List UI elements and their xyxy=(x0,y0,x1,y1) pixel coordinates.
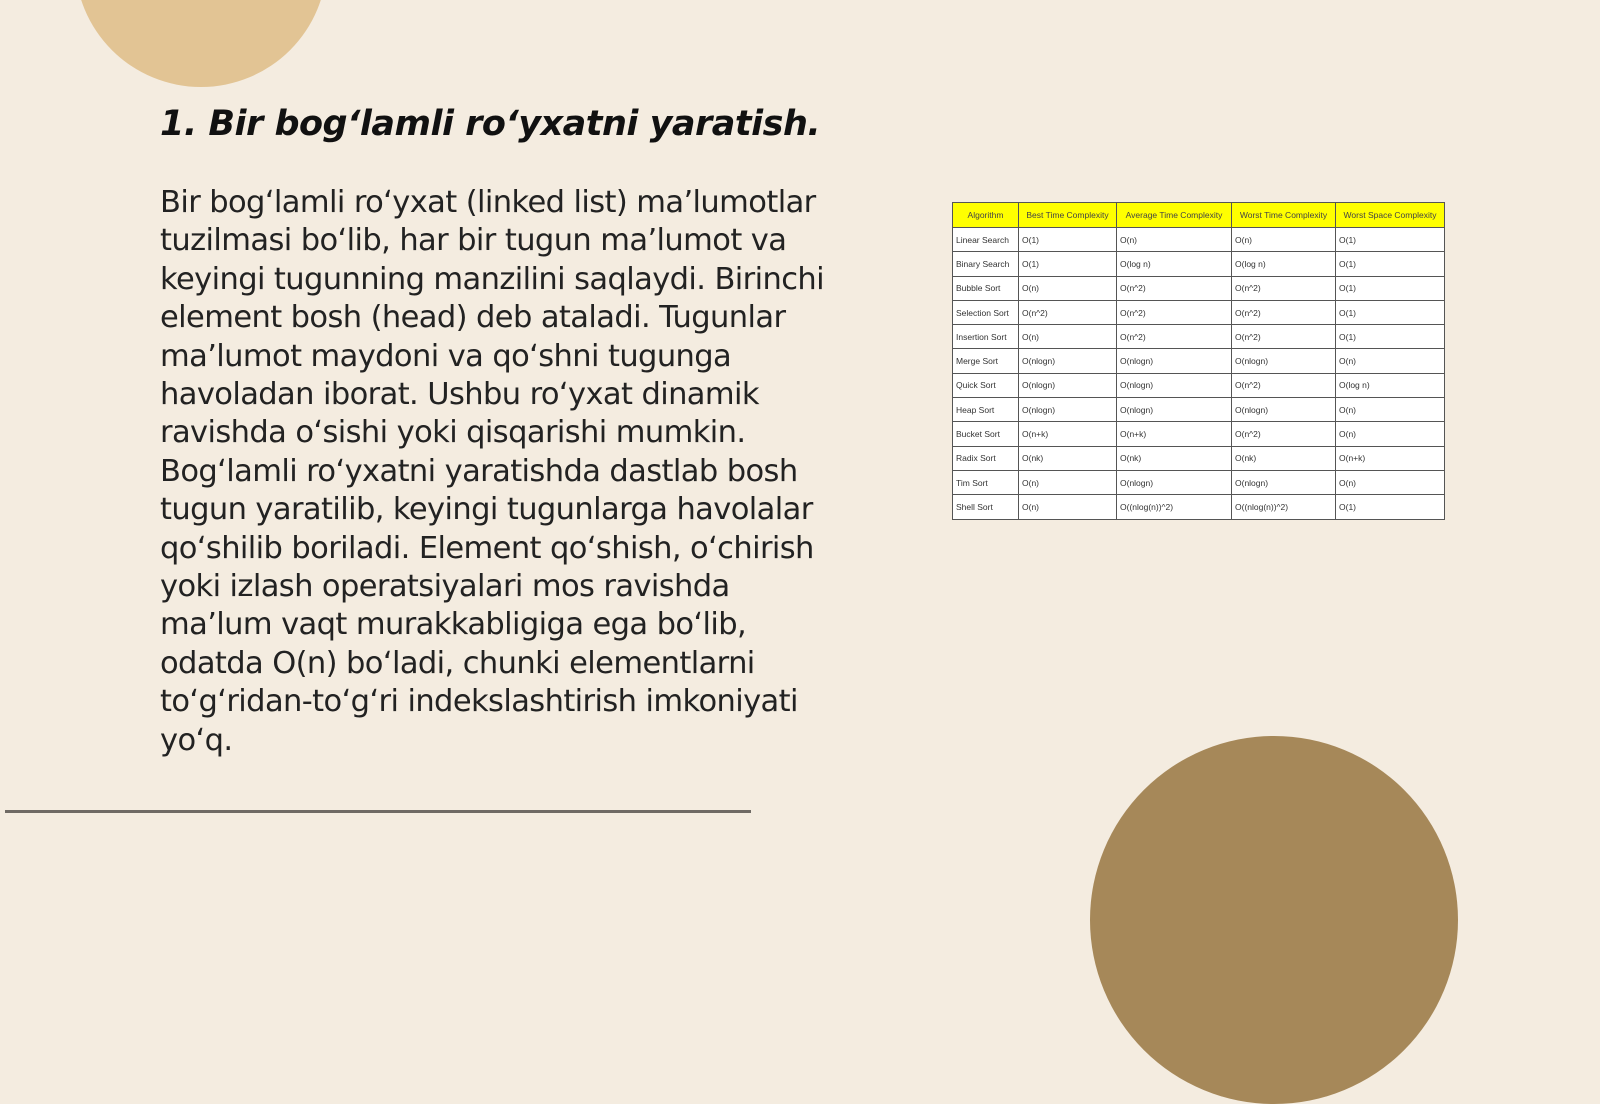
table-row xyxy=(953,300,1445,324)
worst-time-cell: O(nlogn) xyxy=(1232,398,1336,422)
header-average-time: Average Time Complexity xyxy=(1117,203,1232,228)
algorithm-cell: Radix Sort xyxy=(953,446,1019,470)
best-time-cell: O(nlogn) xyxy=(1019,398,1117,422)
algorithm-cell: Binary Search xyxy=(953,252,1019,276)
average-time-cell: O(n^2) xyxy=(1117,300,1232,324)
average-time-cell: O(nk) xyxy=(1117,446,1232,470)
best-time-cell: O(n+k) xyxy=(1019,422,1117,446)
table-row xyxy=(953,252,1445,276)
worst-space-cell: O(1) xyxy=(1336,276,1445,300)
decorative-circle-bottom xyxy=(1090,736,1458,1104)
worst-space-cell: O(n) xyxy=(1336,470,1445,494)
best-time-cell: O(n) xyxy=(1019,495,1117,519)
average-time-cell: O(nlogn) xyxy=(1117,349,1232,373)
worst-time-cell: O(n^2) xyxy=(1232,373,1336,397)
header-worst-time: Worst Time Complexity xyxy=(1232,203,1336,228)
table-row xyxy=(953,228,1445,252)
worst-time-cell: O(log n) xyxy=(1232,252,1336,276)
table-row xyxy=(953,373,1445,397)
best-time-cell: O(nlogn) xyxy=(1019,349,1117,373)
algorithm-cell: Linear Search xyxy=(953,228,1019,252)
table-row xyxy=(953,470,1445,494)
worst-space-cell: O(log n) xyxy=(1336,373,1445,397)
complexity-table-image xyxy=(952,202,1444,520)
average-time-cell: O(nlogn) xyxy=(1117,470,1232,494)
average-time-cell: O(n+k) xyxy=(1117,422,1232,446)
table-row xyxy=(953,446,1445,470)
average-time-cell: O(n) xyxy=(1117,228,1232,252)
table-row xyxy=(953,398,1445,422)
worst-space-cell: O(1) xyxy=(1336,495,1445,519)
header-best-time: Best Time Complexity xyxy=(1019,203,1117,228)
algorithm-cell: Merge Sort xyxy=(953,349,1019,373)
table-row xyxy=(953,276,1445,300)
best-time-cell: O(n) xyxy=(1019,325,1117,349)
table-row xyxy=(953,325,1445,349)
worst-time-cell: O(n^2) xyxy=(1232,422,1336,446)
table-row xyxy=(953,495,1445,519)
best-time-cell: O(n^2) xyxy=(1019,300,1117,324)
best-time-cell: O(nk) xyxy=(1019,446,1117,470)
worst-space-cell: O(n) xyxy=(1336,398,1445,422)
algorithm-cell: Bucket Sort xyxy=(953,422,1019,446)
algorithm-cell: Selection Sort xyxy=(953,300,1019,324)
table-header-row xyxy=(953,203,1445,228)
average-time-cell: O(log n) xyxy=(1117,252,1232,276)
worst-time-cell: O(n^2) xyxy=(1232,300,1336,324)
average-time-cell: O(n^2) xyxy=(1117,276,1232,300)
algorithm-cell: Bubble Sort xyxy=(953,276,1019,300)
worst-space-cell: O(1) xyxy=(1336,228,1445,252)
average-time-cell: O(n^2) xyxy=(1117,325,1232,349)
average-time-cell: O(nlogn) xyxy=(1117,398,1232,422)
complexity-table xyxy=(952,202,1445,520)
average-time-cell: O(nlogn) xyxy=(1117,373,1232,397)
algorithm-cell: Heap Sort xyxy=(953,398,1019,422)
worst-space-cell: O(1) xyxy=(1336,300,1445,324)
worst-time-cell: O((nlog(n))^2) xyxy=(1232,495,1336,519)
divider-line xyxy=(5,810,751,813)
worst-time-cell: O(n^2) xyxy=(1232,325,1336,349)
worst-time-cell: O(n^2) xyxy=(1232,276,1336,300)
average-time-cell: O((nlog(n))^2) xyxy=(1117,495,1232,519)
worst-time-cell: O(n) xyxy=(1232,228,1336,252)
best-time-cell: O(n) xyxy=(1019,276,1117,300)
header-worst-space: Worst Space Complexity xyxy=(1336,203,1445,228)
worst-space-cell: O(1) xyxy=(1336,252,1445,276)
best-time-cell: O(1) xyxy=(1019,252,1117,276)
algorithm-cell: Shell Sort xyxy=(953,495,1019,519)
header-algorithm: Algorithm xyxy=(953,203,1019,228)
best-time-cell: O(n) xyxy=(1019,470,1117,494)
table-row xyxy=(953,422,1445,446)
worst-space-cell: O(n+k) xyxy=(1336,446,1445,470)
worst-space-cell: O(n) xyxy=(1336,349,1445,373)
algorithm-cell: Insertion Sort xyxy=(953,325,1019,349)
best-time-cell: O(nlogn) xyxy=(1019,373,1117,397)
worst-time-cell: O(nlogn) xyxy=(1232,349,1336,373)
decorative-circle-top xyxy=(75,0,327,87)
table-row xyxy=(953,349,1445,373)
worst-time-cell: O(nlogn) xyxy=(1232,470,1336,494)
worst-time-cell: O(nk) xyxy=(1232,446,1336,470)
table-body xyxy=(953,228,1445,520)
algorithm-cell: Quick Sort xyxy=(953,373,1019,397)
worst-space-cell: O(1) xyxy=(1336,325,1445,349)
algorithm-cell: Tim Sort xyxy=(953,470,1019,494)
best-time-cell: O(1) xyxy=(1019,228,1117,252)
slide-body-text: Bir bog‘lamli ro‘yxat (linked list) ma’lumotlar tuzilmasi bo‘lib, har bir tugun ma’lumot va keyingi tugunning manzilini saqlaydi. Birinchi element bosh (head) deb ataladi. Tugunlar ma’lumot maydoni va qo‘shni tugunga havoladan iborat. Ushbu ro‘yxat dinamik ravishda o‘sishi yoki qisqarishi mumkin. Bog‘lamli ro‘yxatni yaratishda dastlab bosh tugun yaratilib, keyingi tugunlarga havolalar qo‘shilib boriladi. Element qo‘shish, o‘chirish yoki izlash operatsiyalari mos ravishda ma’lum vaqt murakkabligiga ega bo‘lib, odatda O(n) bo‘ladi, chunki elementlarni to‘g‘ridan-to‘g‘ri indekslashtirish imkoniyati yo‘q. xyxy=(160,185,824,758)
slide-title: 1. Bir bog‘lamli ro‘yxatni yaratish. xyxy=(160,104,821,144)
worst-space-cell: O(n) xyxy=(1336,422,1445,446)
